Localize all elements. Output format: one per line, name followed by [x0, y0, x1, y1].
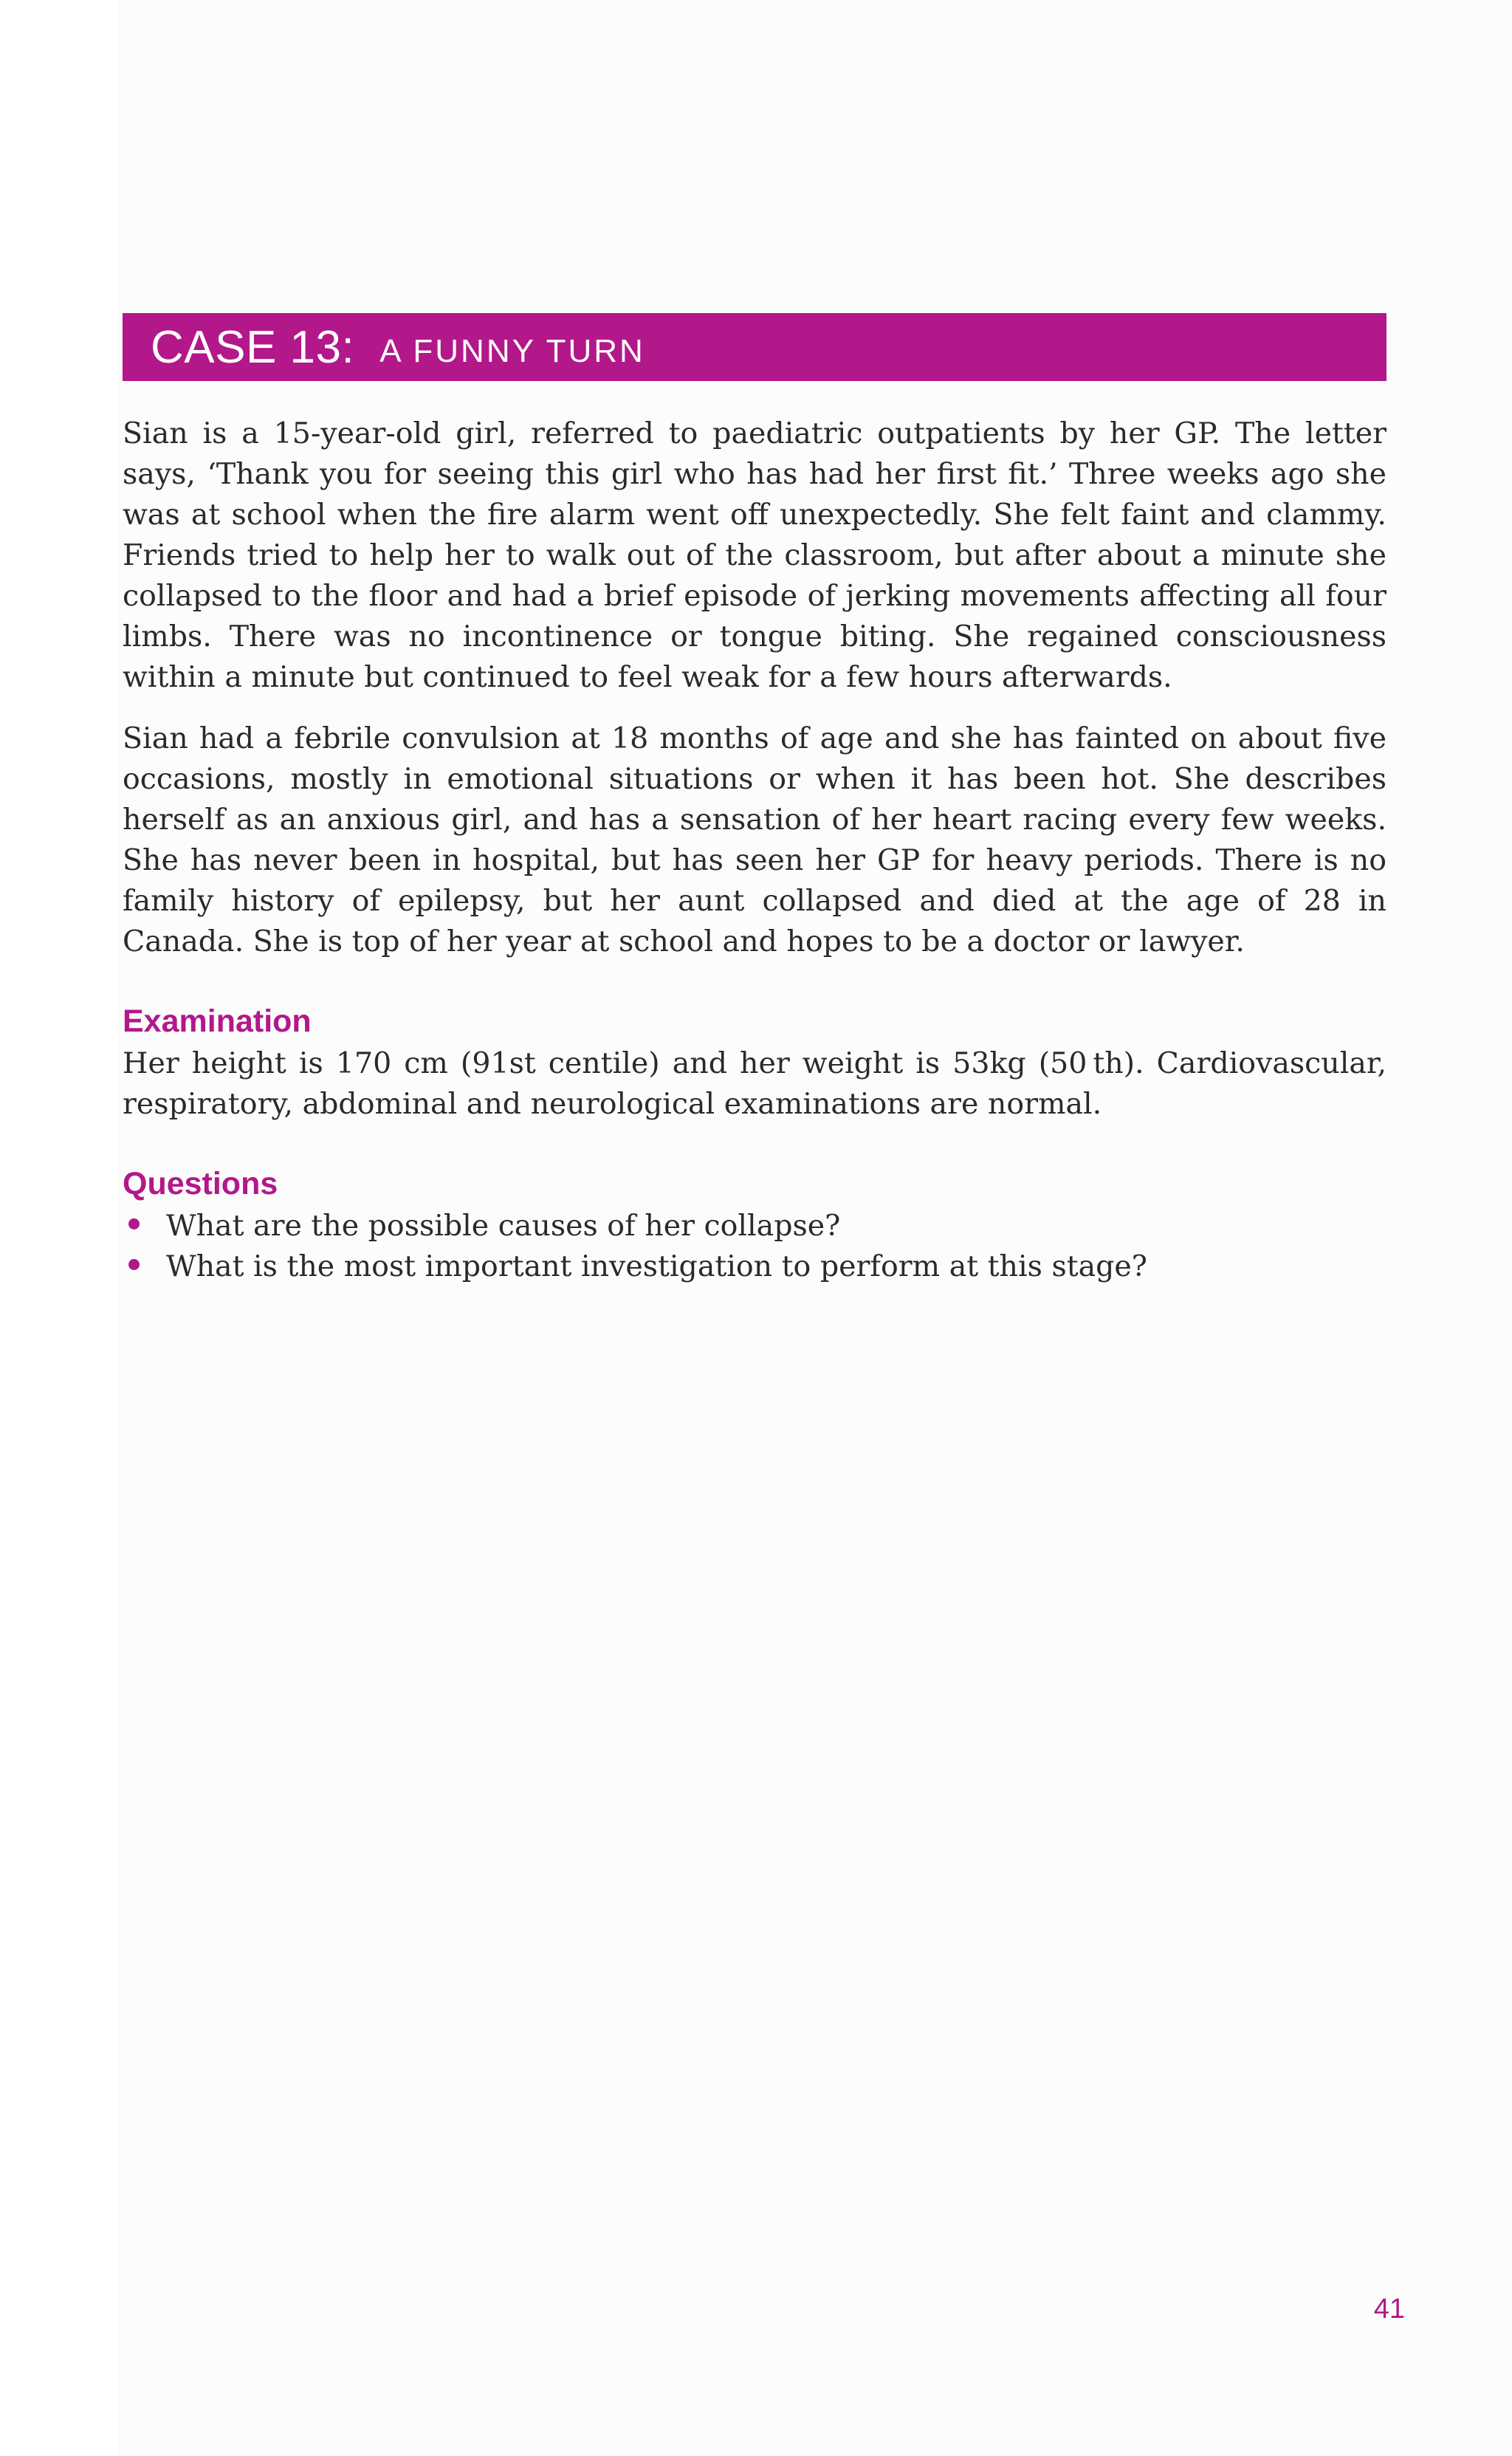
bullet-icon [128, 1218, 140, 1229]
case-number: CASE 13: [151, 321, 355, 373]
bullet-icon [128, 1259, 140, 1270]
questions-heading: Questions [123, 1166, 278, 1201]
question-item [123, 1206, 1386, 1246]
case-paragraph-history: Sian had a febrile convulsion at 18 months of age and she has fainted on about five occasions, mostly in emotional situations or when it has been hot. She describes herself as an anxious girl, and has a sensation of her heart racing every few weeks. She has never been in hospital, but has seen her GP for heavy periods. There is no family history of epilepsy, but her aunt collapsed and died at the age of 28 in Canada. She is top of her year at school and hopes to be a doctor or lawyer. [123, 721, 1386, 958]
examination-heading: Examination [123, 1004, 312, 1039]
examination-text: Her height is 170 cm (91st centile) and her weight is 53kg (50 th). Cardiovascular, respiratory, abdominal and neurological examinations are normal. [123, 1046, 1386, 1121]
case-title: A FUNNY TURN [379, 333, 645, 369]
page-number: 41 [1373, 2294, 1405, 2325]
question-item [123, 1246, 1386, 1287]
question-list [123, 1206, 1386, 1287]
case-content [123, 414, 1386, 1287]
question-text: What is the most important investigation to perform at this stage? [166, 1249, 1147, 1283]
case-paragraph-presentation: Sian is a 15-year-old girl, referred to paediatric outpatients by her GP. The letter says, ‘Thank you for seeing this girl who has had her first fit.’ Three weeks ago she was at school when the fire alarm went off unexpectedly. She felt faint and clammy. Friends tried to help her to walk out of the classroom, but after about a minute she collapsed to the floor and had a brief episode of jerking movements affecting all four limbs. There was no incontinence or tongue biting. She regained consciousness within a minute but continued to feel weak for a few hours afterwards. [123, 416, 1386, 694]
case-header-banner [123, 313, 1386, 381]
question-text: What are the possible causes of her collapse? [166, 1209, 841, 1243]
